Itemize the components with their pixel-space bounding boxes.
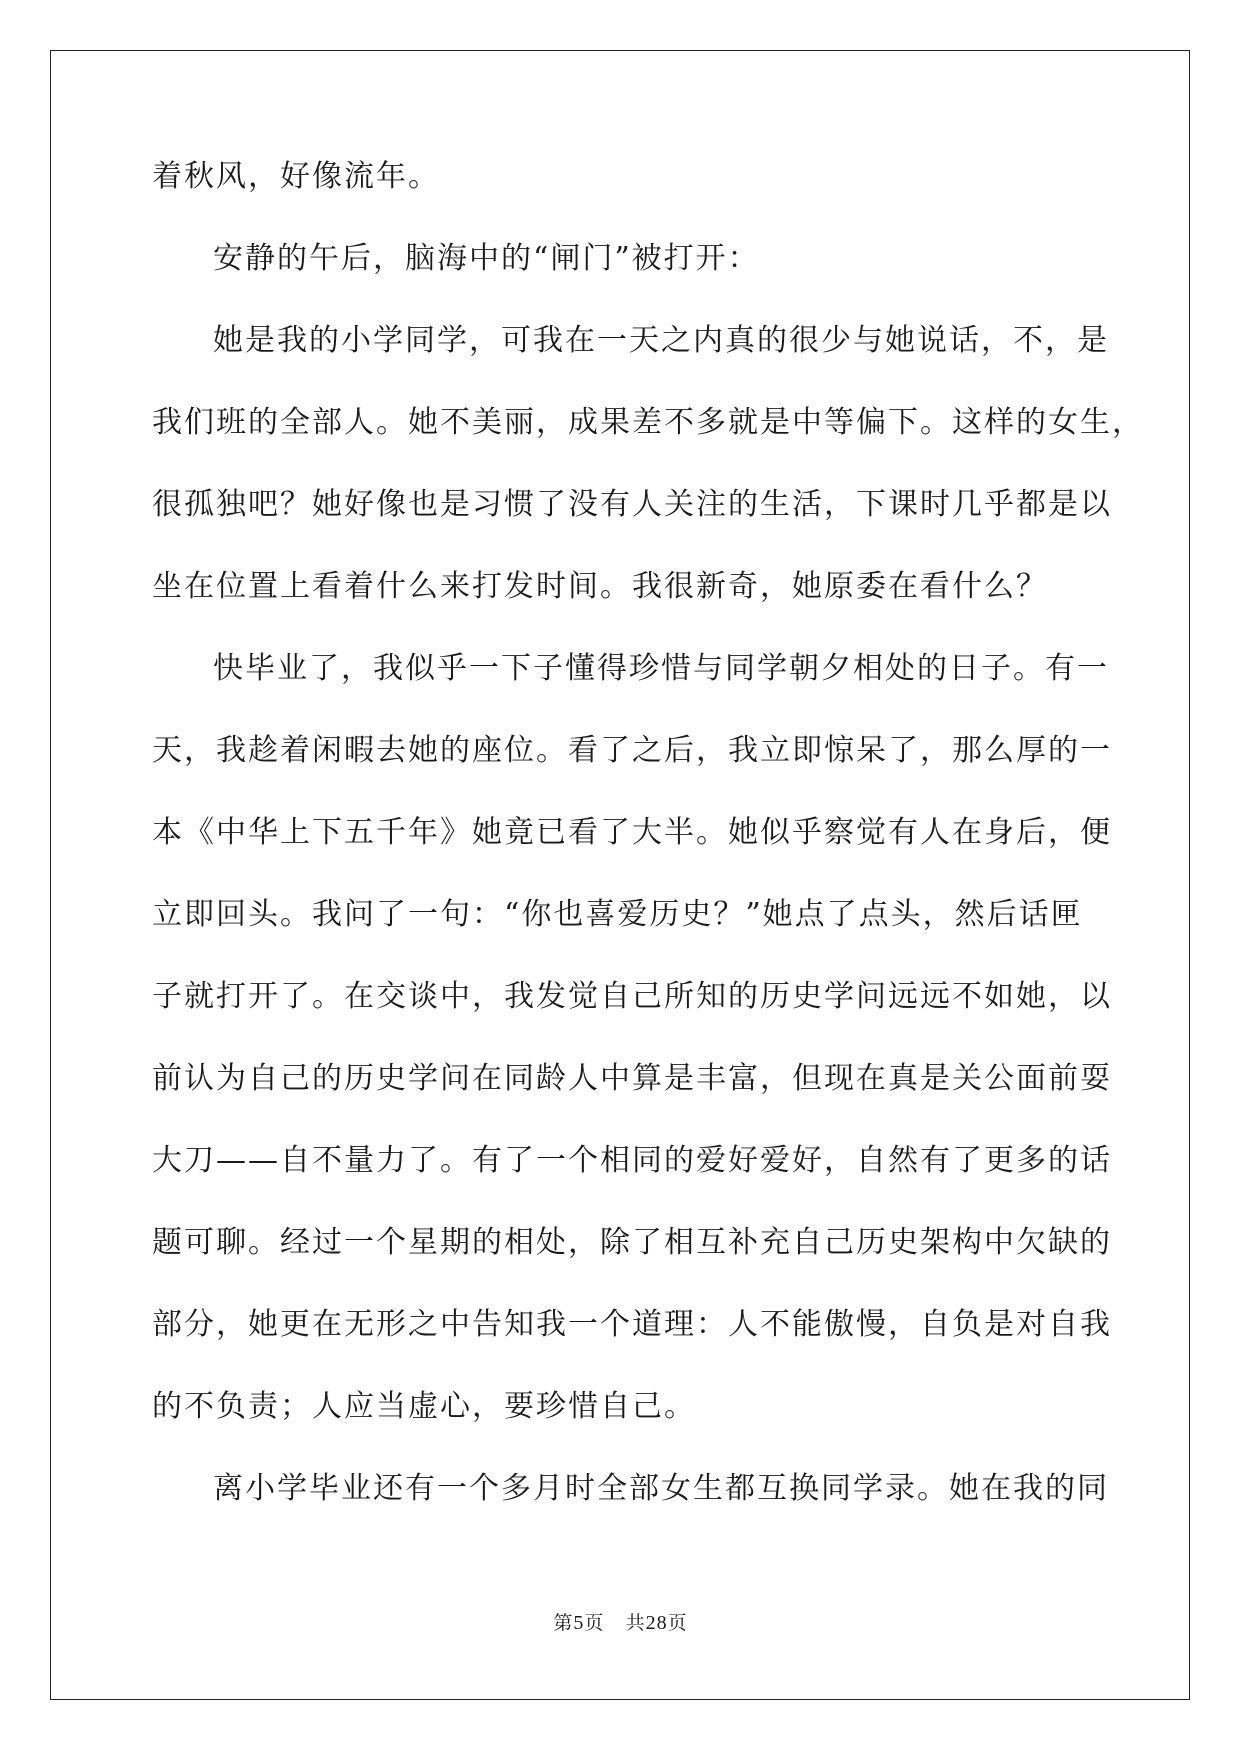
footer-page-suffix: 页 [584,1612,605,1634]
paragraph-start-line: 安静的午后，脑海中的“闸门”被打开： [213,241,760,276]
paragraph-start-line: 离小学毕业还有一个多月时全部女生都互换同学录。她在我的同 [213,1471,1109,1506]
footer-prefix: 第 [553,1612,574,1634]
page-footer [0,1608,1241,1635]
footer-total-suffix: 页 [667,1612,688,1634]
text-line: 题可聊。经过一个星期的相处，除了相互补充自己历史架构中欠缺的 [152,1225,1112,1260]
text-line: 坐在位置上看着什么来打发时间。我很新奇，她原委在看什么？ [152,569,1048,604]
footer-total-prefix: 共 [625,1612,646,1634]
text-line: 我们班的全部人。她不美丽，成果差不多就是中等偏下。这样的女生， [152,405,1144,440]
text-line: 很孤独吧？她好像也是习惯了没有人关注的生活，下课时几乎都是以 [152,487,1112,522]
document-body [152,159,1144,1554]
text-line: 立即回头。我问了一句：“你也喜爱历史？”她点了点头，然后话匣 [152,897,1083,932]
paragraph-start-line: 她是我的小学同学，可我在一天之内真的很少与她说话，不，是 [213,323,1109,358]
text-line: 的不负责；人应当虚心，要珍惜自己。 [152,1389,696,1424]
text-line: 本《中华上下五千年》她竟已看了大半。她似乎察觉有人在身后，便 [152,815,1112,850]
text-line: 前认为自己的历史学问在同龄人中算是丰富，但现在真是关公面前耍 [152,1061,1112,1096]
text-line: 部分，她更在无形之中告知我一个道理：人不能傲慢，自负是对自我 [152,1307,1112,1342]
text-line: 着秋风，好像流年。 [152,159,440,194]
paragraph-start-line: 快毕业了，我似乎一下子懂得珍惜与同学朝夕相处的日子。有一 [213,651,1109,686]
footer-page-number: 5 [573,1612,585,1634]
text-line: 子就打开了。在交谈中，我发觉自己所知的历史学问远远不如她，以 [152,979,1112,1014]
text-line: 大刀——自不量力了。有了一个相同的爱好爱好，自然有了更多的话 [152,1143,1112,1178]
text-line: 天，我趁着闲暇去她的座位。看了之后，我立即惊呆了，那么厚的一 [152,733,1112,768]
footer-total-pages: 28 [645,1612,668,1634]
